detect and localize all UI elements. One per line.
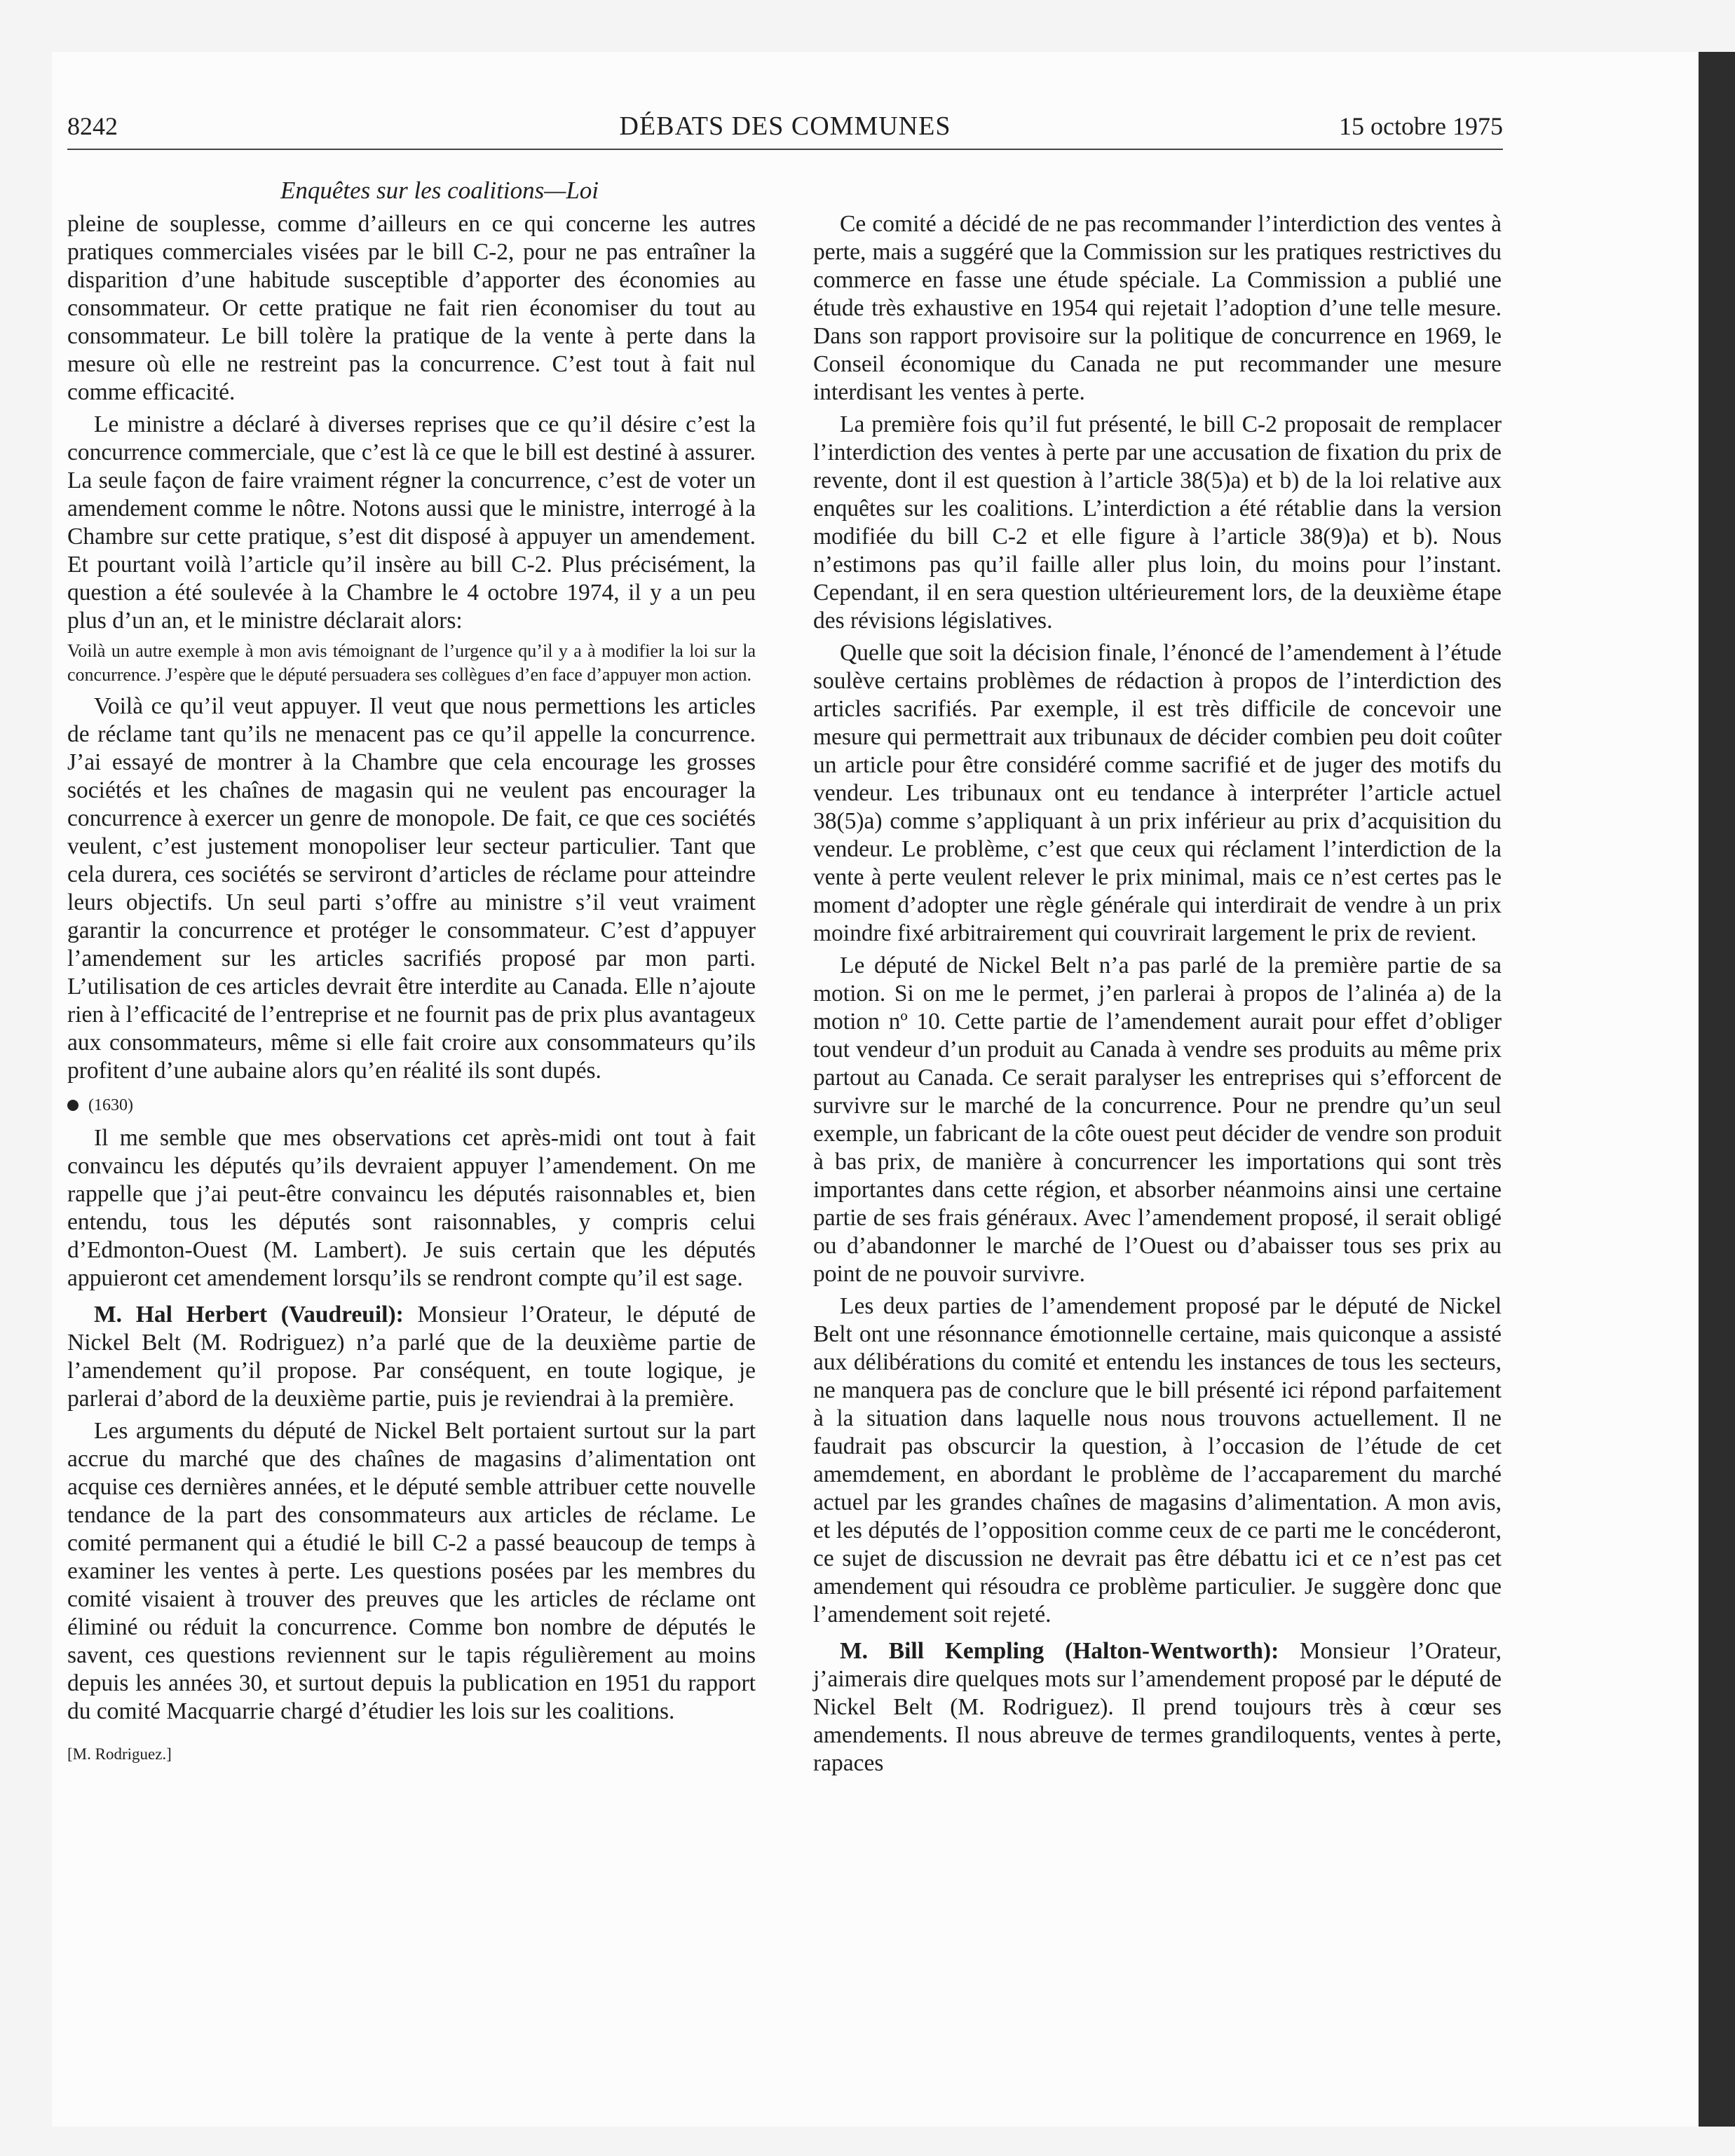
left-column	[67, 210, 756, 1765]
paragraph: Il me semble que mes observations cet après-midi ont tout à fait convaincu les députés qu’ils devraient appuyer l’amendement. On me rappelle que j’ai peut-être convaincu les députés raisonnables et, bien entendu, tous les députés sont raisonnables, y compris celui d’Edmonton-Ouest (M. Lambert). Je suis certain que les députés appuieront cet amendement lorsqu’ils se rendront compte qu’il est sage.	[67, 1125, 756, 1291]
paragraph: Le député de Nickel Belt n’a pas parlé de la première partie de sa motion. Si on me le permet, j’en parlerai à propos de l’alinéa a) de la motion nº 10. Cette partie de l’amendement aurait pour effet d’obliger tout vendeur d’un produit au Canada à vendre ses produits au même prix partout au Canada. Ce serait paralyser les entreprises qui s’efforcent de survivre sur le marché de la concurrence. Pour ne prendre qu’un seul exemple, un fabricant de la côte ouest peut décider de vendre son produit à bas prix, de manière à concurrencer les importations qui sont très importantes dans cette région, et absorber néanmoins ainsi une certaine partie de ses frais généraux. Avec l’amendement proposé, il serait obligé ou d’abandonner le marché de l’Ouest ou d’abaisser tous ses prix au point de ne pouvoir survivre.	[813, 953, 1502, 1287]
section-title: Enquêtes sur les coalitions—Loi	[280, 177, 599, 204]
page-number: 8242	[67, 112, 118, 140]
time-marker	[67, 1093, 756, 1117]
paragraph: Quelle que soit la décision finale, l’énoncé de l’amendement à l’étude soulève certains problèmes de rédaction à propos de l’interdiction des articles sacrifiés. Par exemple, il est très difficile de concevoir une mesure qui permettrait aux tribunaux de décider combien peu doit coûter un article pour être considéré comme sacrifié et de juger des motifs du vendeur. Les tribunaux ont eu tendance à interpréter l’article actuel 38(5)a) comme s’appliquant à un prix inférieur au prix d’acquisition du vendeur. Le problème, c’est que ceux qui réclament l’interdiction de la vente à perte veulent relever le prix minimal, mais ce n’est certes pas le moment d’adopter une règle générale qui interdirait de vendre à un prix moindre fixé arbitrairement qui couvrirait largement le prix de revient.	[813, 640, 1502, 946]
paragraph: Ce comité a décidé de ne pas recommander l’interdiction des ventes à perte, mais a suggéré que la Commission sur les pratiques restrictives du commerce en fasse une étude spéciale. La Commission a publié une étude très exhaustive en 1954 qui rejetait l’adoption d’une telle mesure. Dans son rapport provisoire sur la politique de concurrence en 1969, le Conseil économique du Canada ne put recommander une mesure interdisant les ventes à perte.	[813, 211, 1502, 405]
bullet-icon	[67, 1100, 79, 1111]
scan-edge	[1699, 52, 1735, 2127]
time-marker-label: (1630)	[88, 1096, 133, 1114]
right-column	[813, 210, 1502, 1778]
speaker-name: M. Hal Herbert (Vaudreuil):	[94, 1302, 404, 1328]
speaker-footnote: [M. Rodriguez.]	[67, 1745, 172, 1763]
speech-text: Monsieur l’Orateur, le député de Nickel Belt (M. Rodriguez) n’a parlé que de la deuxième partie de l’amendement qu’il propose. Par conséquent, en toute logique, je parlerai d’abord de la deuxième partie, puis je reviendrai à la première.	[67, 1302, 756, 1412]
paragraph: Les deux parties de l’amendement proposé par le député de Nickel Belt ont une résonnance émotionnelle certaine, mais quiconque a assisté aux délibérations du comité et entendu les instances de tous les secteurs, ne manquera pas de conclure que le bill présenté ici répond parfaitement à la situation dans laquelle nous nous trouvons actuellement. Il ne faudrait pas obscurcir la question, à l’occasion de l’étude de cet amemdement, en abordant le problème de l’accaparement du marché actuel par les grandes chaînes de magasins d’alimentation. A mon avis, et les députés de l’opposition comme ceux de ce parti me le concéderont, ce sujet de discussion ne devrait pas être débattu ici et ce n’est pas cet amendement qui résoudra ce problème particulier. Je suggère donc que l’amendement soit rejeté.	[813, 1293, 1502, 1628]
paragraph: Les arguments du député de Nickel Belt portaient surtout sur la part accrue du marché que des chaînes de magasins d’alimentation ont acquise ces dernières années, et le député semble attribuer cette nouvelle tendance de la part des consommateurs aux articles de réclame. Le comité permanent qui a étudié le bill C-2 a passé beaucoup de temps à examiner les ventes à perte. Les questions posées par les membres du comité visaient à trouver des preuves que les articles de réclame ont éliminé ou réduit la concurrence. Comme bon nombre de députés le savent, ces questions reviennent sur le tapis régulièrement au moins depuis les années 30, et surtout depuis la publication en 1951 du rapport du comité Macquarrie chargé d’étudier les lois sur les coalitions.	[67, 1418, 756, 1724]
speaker-name: M. Bill Kempling (Halton-Wentworth):	[840, 1638, 1279, 1664]
paragraph: pleine de souplesse, comme d’ailleurs en ce qui concerne les autres pratiques commerciales visées par le bill C-2, pour ne pas entraîner la disparition d’une habitude susceptible d’apporter des économies au consommateur. Or cette pratique ne fait rien économiser du tout au consommateur. Le bill tolère la pratique de la vente à perte dans la mesure où elle ne restreint pas la concurrence. C’est tout à fait nul comme efficacité.	[67, 211, 756, 405]
publication-title: DÉBATS DES COMMUNES	[619, 111, 951, 141]
speech-paragraph	[813, 1637, 1502, 1778]
block-quote: Voilà un autre exemple à mon avis témoignant de l’urgence qu’il y a à modifier la loi sur la concurrence. J’espère que le député persuadera ses collègues d’en face d’appuyer mon action.	[67, 641, 756, 685]
speech-text: Monsieur l’Orateur, j’aimerais dire quelques mots sur l’amendement proposé par le député de Nickel Belt (M. Rodriguez). Il prend toujours très à cœur ses amendements. Il nous abreuve de termes grandiloquents, ventes à perte, rapaces	[813, 1638, 1502, 1776]
page-header	[67, 109, 1503, 150]
page-date: 15 octobre 1975	[1339, 112, 1503, 140]
paragraph: Le ministre a déclaré à diverses reprises que ce qu’il désire c’est la concurrence commerciale, que c’est là ce que le bill est destiné à assurer. La seule façon de faire vraiment régner la concurrence, c’est de voter un amendement comme le nôtre. Notons aussi que le ministre, interrogé à la Chambre sur cette pratique, s’est dit disposé à appuyer un amendement. Et pourtant voilà l’article qu’il insère au bill C-2. Plus précisément, la question a été soulevée à la Chambre le 4 octobre 1974, il y a un peu plus d’un an, et le ministre déclarait alors:	[67, 411, 756, 634]
speech-paragraph	[67, 1301, 756, 1413]
paragraph: Voilà ce qu’il veut appuyer. Il veut que nous permettions les articles de réclame tant qu’ils ne menacent pas ce qu’il appelle la concurrence. J’ai essayé de montrer à la Chambre que cela encourage les grosses sociétés et les chaînes de magasin qui ne veulent pas encourager la concurrence à exercer un genre de monopole. De fait, ce que ces sociétés veulent, c’est justement monopoliser leur secteur particulier. Tant que cela durera, ces sociétés se serviront d’articles de réclame pour atteindre leurs objectifs. Un seul parti s’offre au ministre s’il veut vraiment garantir la concurrence et protéger le consommateur. C’est d’appuyer l’amendement sur les articles sacrifiés proposé par mon parti. L’utilisation de ces articles devrait être interdite au Canada. Elle n’ajoute rien à l’efficacité de l’entreprise et ne fournit pas de prix plus avantageux aux consommateurs, même si elle fait croire aux consommateurs qu’ils profitent d’une aubaine alors qu’en réalité ils sont dupés.	[67, 693, 756, 1084]
paragraph: La première fois qu’il fut présenté, le bill C-2 proposait de remplacer l’interdiction des ventes à perte par une accusation de fixation du prix de revente, dont il est question à l’article 38(5)a) et b) de la loi relative aux enquêtes sur les coalitions. L’interdiction a été rétablie dans la version modifiée du bill C-2 et elle figure à l’article 38(9)a) et b). Nous n’estimons pas qu’il faille aller plus loin, du moins pour l’instant. Cependant, il en sera question ultérieurement lors, de la deuxième étape des révisions législatives.	[813, 411, 1502, 634]
